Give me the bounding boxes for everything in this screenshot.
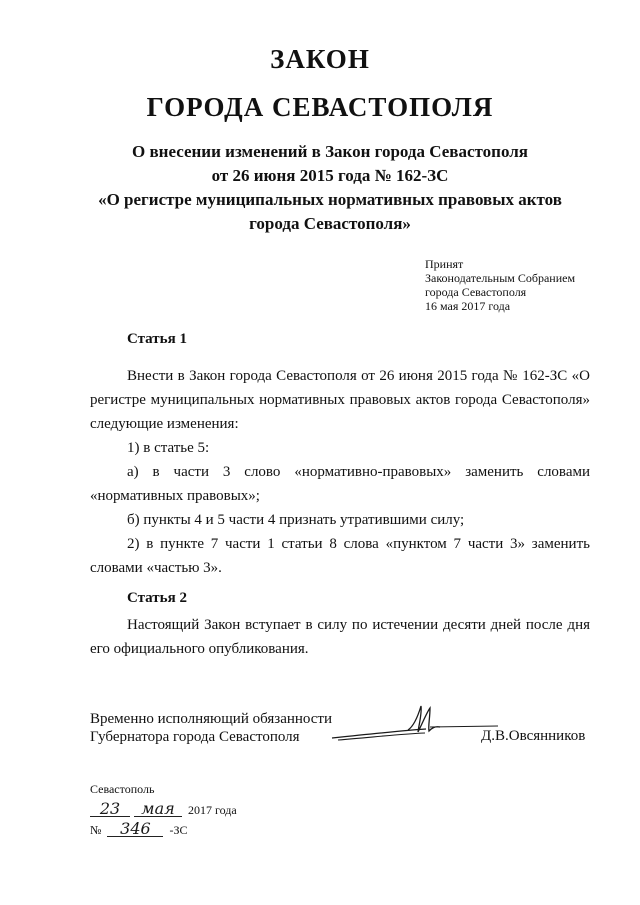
article-1-paragraph: б) пункты 4 и 5 части 4 признать утратившими силу;: [127, 512, 465, 528]
article-1-paragraph: 1) в статье 5:: [127, 440, 210, 456]
number-prefix: №: [90, 823, 102, 837]
signatory-position-line: Губернатора города Севастополя: [90, 729, 300, 745]
handwritten-number: 346: [107, 822, 163, 837]
adoption-line: Принят: [425, 257, 464, 271]
adoption-line: города Севастополя: [425, 285, 527, 299]
article-1-body: [90, 364, 590, 580]
subtitle-line: от 26 июня 2015 года № 162-ЗС: [211, 166, 449, 185]
signatory-position-line: Временно исполняющий обязанности: [90, 711, 333, 727]
document-footer: [90, 782, 237, 842]
article-1-paragraph: 2) в пункте 7 части 1 статьи 8 слова «пунктом 7 части 3» заменить словами «частью 3».: [90, 536, 590, 576]
footer-city: Севастополь: [90, 782, 155, 796]
adoption-block: [425, 257, 575, 313]
article-1-heading: Статья 1: [127, 331, 187, 347]
article-2-heading: Статья 2: [127, 590, 187, 606]
signatory-name: Д.В.Овсянников: [481, 728, 586, 744]
article-2-paragraph: Настоящий Закон вступает в силу по истечении десяти дней после дня его официального опубликования.: [90, 617, 590, 657]
handwritten-month: мая: [134, 802, 182, 817]
subtitle-line: «О регистре муниципальных нормативных правовых актов: [98, 190, 562, 209]
footer-date: [90, 799, 237, 822]
article-1-paragraph: Внести в Закон города Севастополя от 26 июня 2015 года № 162-ЗС «О регистре муниципальных нормативных правовых актов города Севастополя» следующие изменения:: [90, 368, 590, 432]
handwritten-signature: [330, 700, 500, 750]
handwritten-day: 23: [90, 802, 130, 817]
subtitle-line: города Севастополя»: [249, 214, 411, 233]
article-2-body: [90, 613, 590, 661]
article-1-paragraph: а) в части 3 слово «нормативно-правовых» заменить словами «нормативных правовых»;: [90, 464, 590, 504]
document-subtitle: [60, 140, 600, 236]
subtitle-line: О внесении изменений в Закон города Севастополя: [132, 142, 528, 161]
footer-year: 2017 года: [188, 803, 237, 817]
number-suffix: -ЗС: [169, 823, 188, 837]
footer-number: [90, 819, 237, 842]
adoption-date: 16 мая 2017 года: [425, 299, 511, 313]
signatory-position: [90, 710, 332, 746]
document-title: ЗАКОН: [270, 44, 370, 74]
adoption-line: Законодательным Собранием: [425, 271, 576, 285]
document-city-title: ГОРОДА СЕВАСТОПОЛЯ: [146, 92, 494, 122]
